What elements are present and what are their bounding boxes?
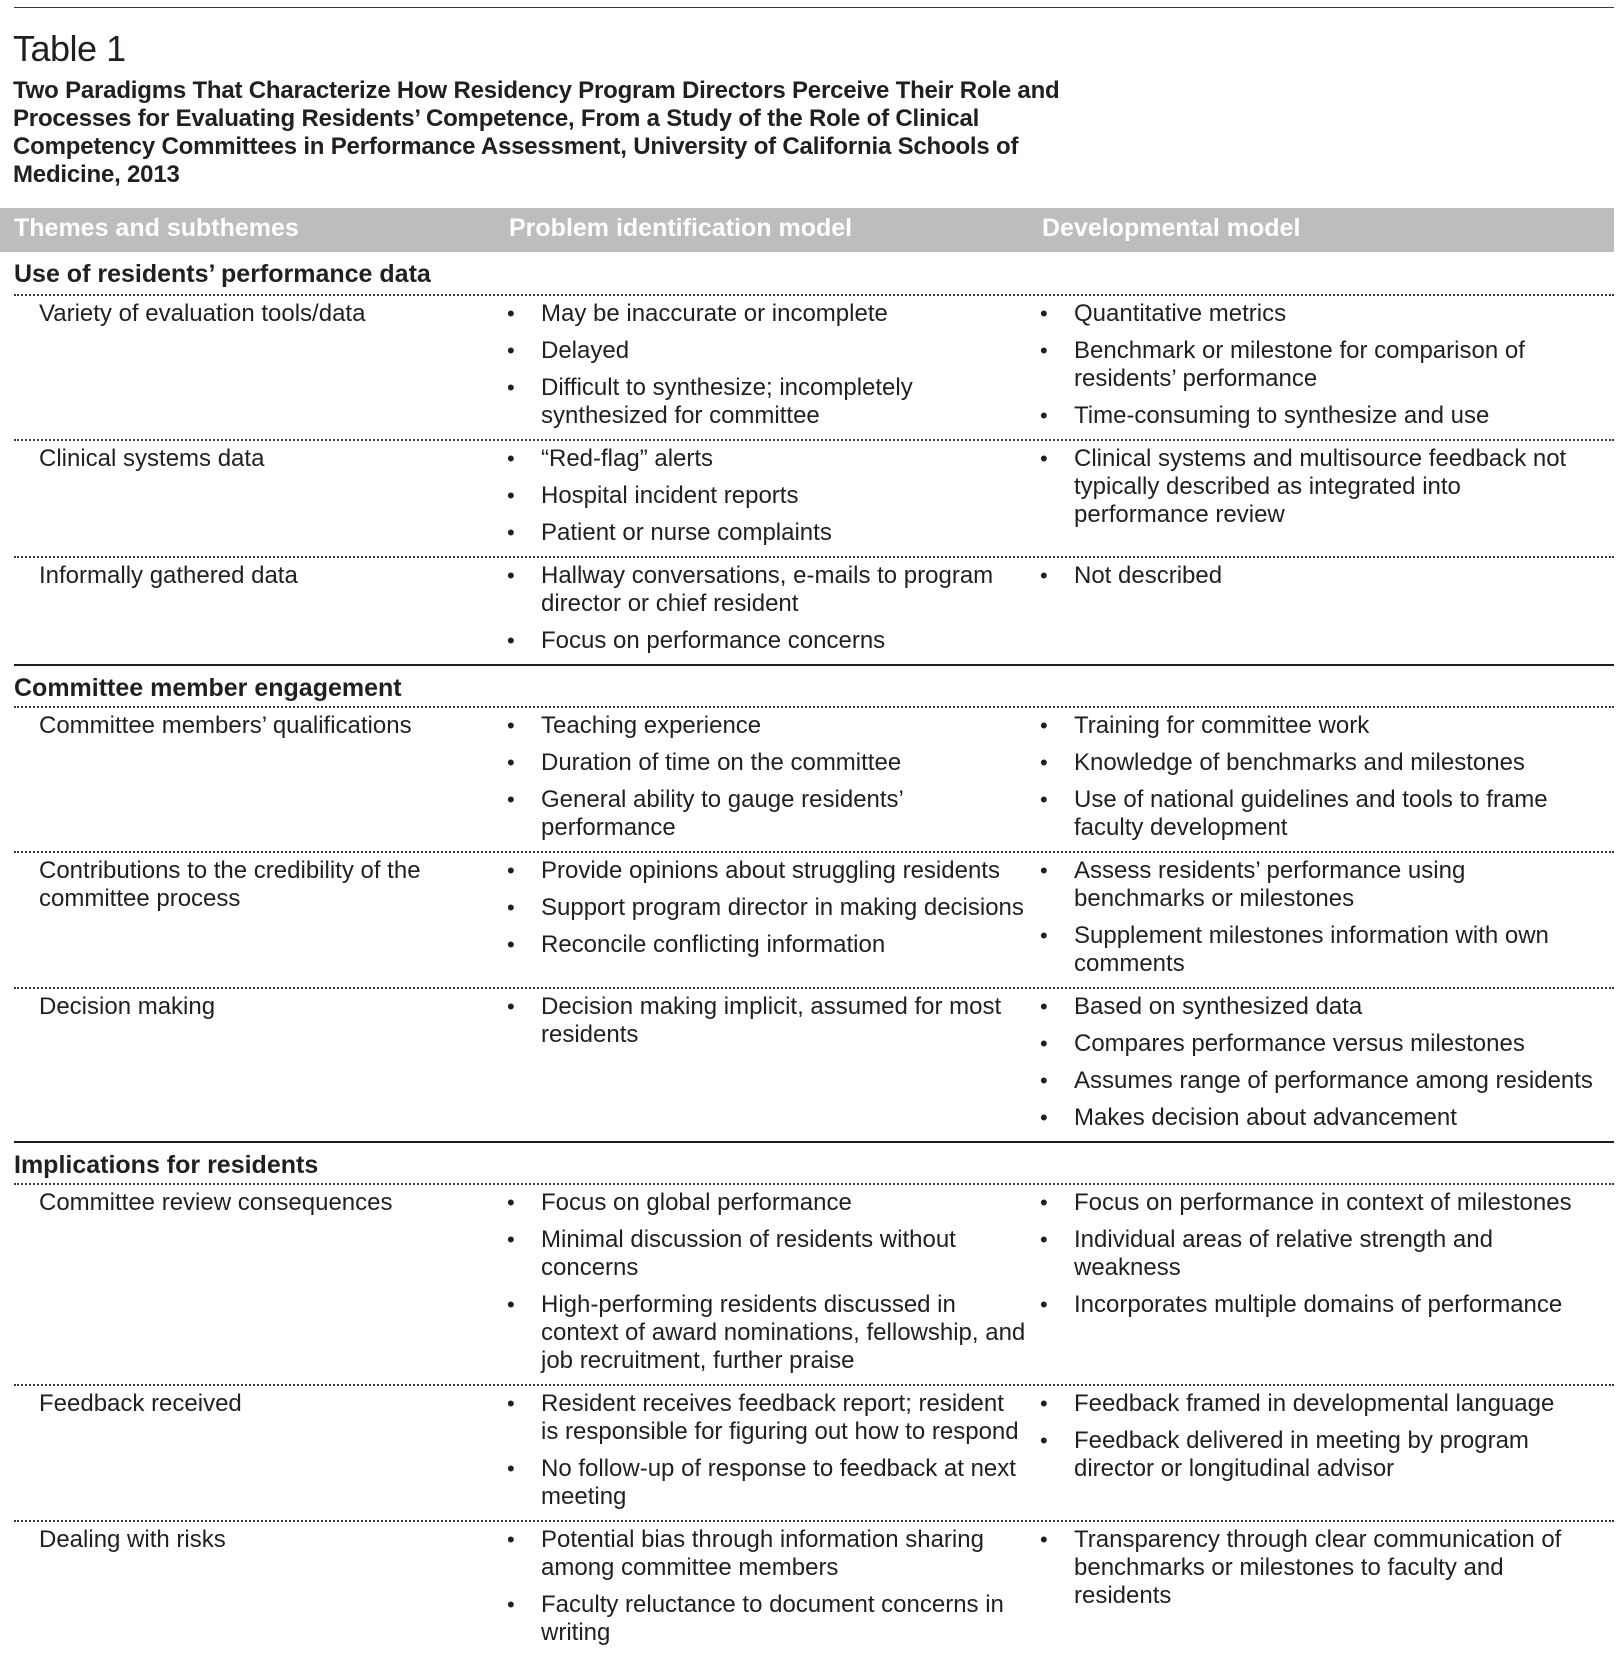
- table-row: [14, 851, 1614, 987]
- bullet-item: • No follow-up of response to feedback at next meeting: [494, 1455, 1027, 1511]
- bullet-item: • Based on synthesized data: [1027, 993, 1597, 1021]
- bullet-item: • Teaching experience: [494, 712, 1027, 740]
- bullet-item: • Delayed: [494, 337, 1027, 365]
- section-title: Committee member engagement: [14, 664, 1614, 706]
- bullet-item: • Knowledge of benchmarks and milestones: [1027, 749, 1597, 777]
- bullet-item: • Faculty reluctance to document concerns in writing: [494, 1591, 1027, 1647]
- bullet-item: • Minimal discussion of residents without concerns: [494, 1226, 1027, 1282]
- bullet-item: • Assumes range of performance among residents: [1027, 1067, 1597, 1095]
- bullet-item: • Feedback delivered in meeting by program director or longitudinal advisor: [1027, 1427, 1597, 1483]
- problem-model-cell: [494, 296, 1027, 439]
- bullet-list: [494, 445, 1027, 547]
- table-row: [14, 294, 1614, 439]
- column-header-themes: Themes and subthemes: [14, 214, 299, 242]
- subtheme-cell: Dealing with risks: [39, 1526, 226, 1553]
- bullet-item: • Difficult to synthesize; incompletely synthesized for committee: [494, 374, 1027, 430]
- bullet-item: • Hallway conversations, e-mails to program director or chief resident: [494, 562, 1027, 618]
- bullet-item: • Supplement milestones information with own comments: [1027, 922, 1597, 978]
- top-rule: [14, 7, 1614, 8]
- table-row: [14, 1183, 1614, 1384]
- table-section: [0, 1141, 1614, 1656]
- bullet-item: • Resident receives feedback report; resident is responsible for figuring out how to respond: [494, 1390, 1027, 1446]
- bullet-list: [1027, 1526, 1597, 1610]
- bullet-item: • Training for committee work: [1027, 712, 1597, 740]
- bullet-list: [494, 1526, 1027, 1647]
- table-section: [0, 664, 1614, 1141]
- table-row: [14, 987, 1614, 1141]
- bullet-list: [1027, 993, 1597, 1132]
- problem-model-cell: [494, 441, 1027, 556]
- table-label: Table 1: [13, 28, 126, 69]
- column-header-developmental-model: Developmental model: [1042, 214, 1301, 242]
- developmental-model-cell: [1027, 989, 1597, 1141]
- developmental-model-cell: [1027, 708, 1597, 851]
- bullet-item: • Compares performance versus milestones: [1027, 1030, 1597, 1058]
- table-section: [0, 252, 1614, 664]
- table-caption: Two Paradigms That Characterize How Residency Program Directors Perceive Their Role and Processes for Evaluating Residents’ Competence, From a Study of the Role of Clinical Competency Committees in Performance Assessment, University of California Schools of Medicine, 2013: [13, 77, 1060, 188]
- bullet-item: • Benchmark or milestone for comparison of residents’ performance: [1027, 337, 1597, 393]
- section-title: Implications for residents: [14, 1141, 1614, 1183]
- bullet-item: • Potential bias through information sharing among committee members: [494, 1526, 1027, 1582]
- table-row: [14, 1520, 1614, 1656]
- bullet-item: • Focus on performance concerns: [494, 627, 1027, 655]
- bullet-item: • Use of national guidelines and tools to frame faculty development: [1027, 786, 1597, 842]
- bullet-item: • Focus on global performance: [494, 1189, 1027, 1217]
- bullet-list: [494, 993, 1027, 1049]
- bullet-item: • Assess residents’ performance using benchmarks or milestones: [1027, 857, 1597, 913]
- bullet-item: • Makes decision about advancement: [1027, 1104, 1597, 1132]
- problem-model-cell: [494, 558, 1027, 664]
- bullet-item: • Decision making implicit, assumed for most residents: [494, 993, 1027, 1049]
- bullet-item: • Individual areas of relative strength and weakness: [1027, 1226, 1597, 1282]
- subtheme-cell: Variety of evaluation tools/data: [39, 300, 366, 327]
- bullet-list: [494, 1390, 1027, 1511]
- bullet-item: • Transparency through clear communication of benchmarks or milestones to faculty and residents: [1027, 1526, 1597, 1610]
- developmental-model-cell: [1027, 558, 1597, 664]
- bullet-item: • Not described: [1027, 562, 1597, 590]
- table-row: [14, 1384, 1614, 1520]
- developmental-model-cell: [1027, 441, 1597, 556]
- subtheme-cell: Decision making: [39, 993, 216, 1020]
- bullet-list: [494, 300, 1027, 430]
- bullet-item: • May be inaccurate or incomplete: [494, 300, 1027, 328]
- subtheme-cell: Committee members’ qualifications: [39, 712, 412, 739]
- bullet-item: • Duration of time on the committee: [494, 749, 1027, 777]
- section-title: Use of residents’ performance data: [14, 260, 431, 288]
- bullet-list: [1027, 445, 1597, 529]
- developmental-model-cell: [1027, 1185, 1597, 1384]
- subtheme-cell: Contributions to the credibility of the committee process: [39, 857, 421, 912]
- bullet-list: [1027, 857, 1597, 978]
- bullet-item: • General ability to gauge residents’ performance: [494, 786, 1027, 842]
- bullet-item: • Support program director in making decisions: [494, 894, 1027, 922]
- bullet-item: • High-performing residents discussed in context of award nominations, fellowship, and job recruitment, further praise: [494, 1291, 1027, 1375]
- bullet-item: • Provide opinions about struggling residents: [494, 857, 1027, 885]
- bullet-item: • Quantitative metrics: [1027, 300, 1597, 328]
- bullet-list: [1027, 1189, 1597, 1319]
- problem-model-cell: [494, 1386, 1027, 1520]
- problem-model-cell: [494, 989, 1027, 1141]
- developmental-model-cell: [1027, 1522, 1597, 1656]
- bullet-list: [494, 712, 1027, 842]
- table-row: [14, 706, 1614, 851]
- table-row: [14, 439, 1614, 556]
- problem-model-cell: [494, 853, 1027, 987]
- bullet-list: [1027, 300, 1597, 430]
- column-header-problem-model: Problem identification model: [509, 214, 853, 242]
- subtheme-cell: Clinical systems data: [39, 445, 265, 472]
- subtheme-cell: Committee review consequences: [39, 1189, 393, 1216]
- table-body: [0, 252, 1614, 1656]
- bullet-item: • Patient or nurse complaints: [494, 519, 1027, 547]
- developmental-model-cell: [1027, 1386, 1597, 1520]
- bullet-item: • Incorporates multiple domains of performance: [1027, 1291, 1597, 1319]
- problem-model-cell: [494, 1522, 1027, 1656]
- bullet-item: • Feedback framed in developmental language: [1027, 1390, 1597, 1418]
- bullet-list: [494, 1189, 1027, 1375]
- problem-model-cell: [494, 708, 1027, 851]
- developmental-model-cell: [1027, 853, 1597, 987]
- bullet-list: [1027, 562, 1597, 590]
- bullet-item: • Hospital incident reports: [494, 482, 1027, 510]
- bullet-list: [494, 562, 1027, 655]
- bullet-item: • “Red-flag” alerts: [494, 445, 1027, 473]
- table-header: [0, 208, 1614, 252]
- subtheme-cell: Informally gathered data: [39, 562, 298, 589]
- bullet-item: • Time-consuming to synthesize and use: [1027, 402, 1597, 430]
- subtheme-cell: Feedback received: [39, 1390, 242, 1417]
- bullet-list: [1027, 1390, 1597, 1483]
- developmental-model-cell: [1027, 296, 1597, 439]
- bullet-item: • Clinical systems and multisource feedback not typically described as integrated into performance review: [1027, 445, 1597, 529]
- problem-model-cell: [494, 1185, 1027, 1384]
- bullet-item: • Focus on performance in context of milestones: [1027, 1189, 1597, 1217]
- bullet-list: [494, 857, 1027, 959]
- bullet-item: • Reconcile conflicting information: [494, 931, 1027, 959]
- table-row: [14, 556, 1614, 664]
- bullet-list: [1027, 712, 1597, 842]
